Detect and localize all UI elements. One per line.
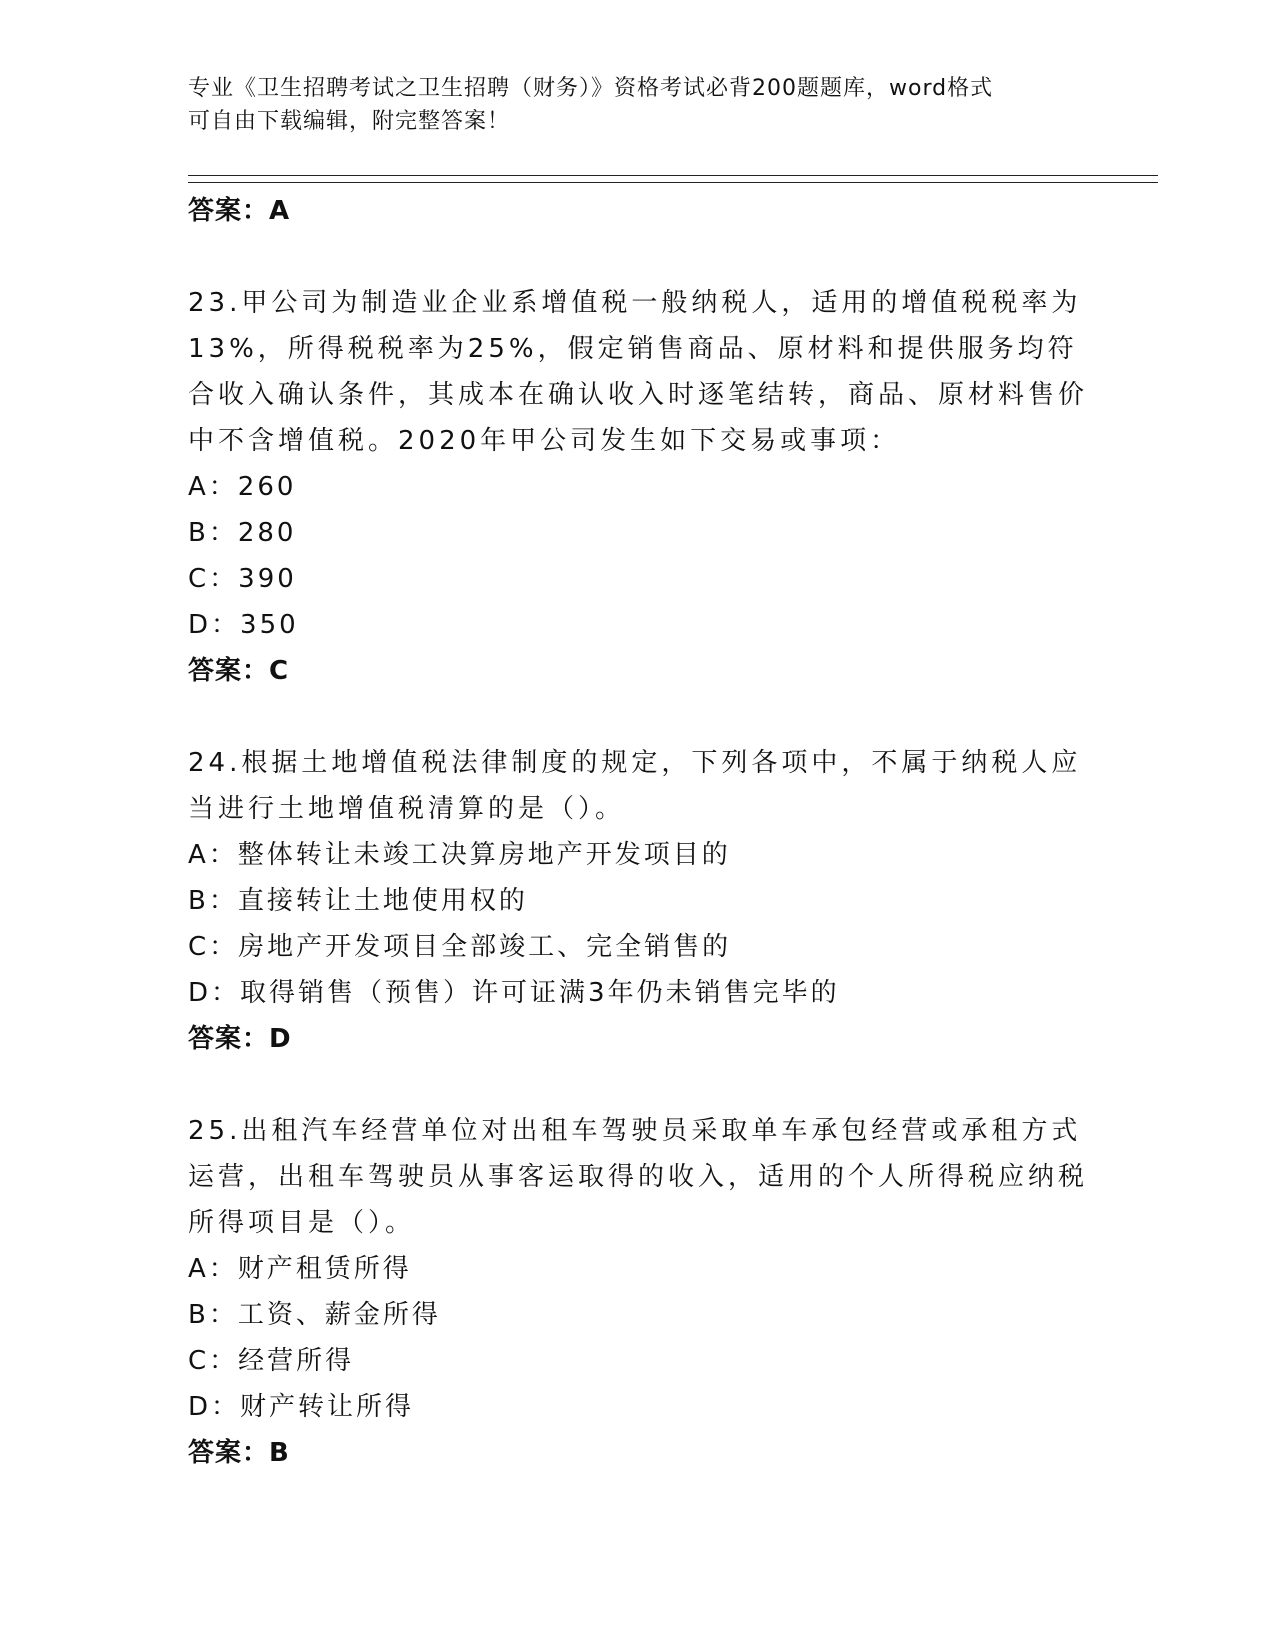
option-c: C：经营所得 (188, 1346, 355, 1376)
document-header: 专业《卫生招聘考试之卫生招聘（财务）》资格考试必背200题题库，word格式 可自由下载编辑，附完整答案！ (188, 76, 994, 134)
question-list (188, 188, 1088, 1476)
question-block (188, 740, 1088, 1062)
answer-line: 答案：C (188, 656, 290, 686)
spacer (188, 1062, 1088, 1108)
option-d: D：取得销售（预售）许可证满3年仍未销售完毕的 (188, 978, 840, 1008)
question-block (188, 1108, 1088, 1476)
header-divider-top (188, 175, 1158, 176)
option-b: B：工资、薪金所得 (188, 1300, 441, 1330)
option-b: B：直接转让土地使用权的 (188, 886, 528, 916)
spacer (188, 694, 1088, 740)
option-a: A：260 (188, 472, 297, 502)
option-b: B：280 (188, 518, 297, 548)
option-a: A：财产租赁所得 (188, 1254, 412, 1284)
option-d: D：财产转让所得 (188, 1392, 415, 1422)
question-stem: 23.甲公司为制造业企业系增值税一般纳税人，适用的增值税税率为13%，所得税税率为25%，假定销售商品、原材料和提供服务均符合收入确认条件，其成本在确认收入时逐笔结转，商品、原材料售价中不含增值税。2020年甲公司发生如下交易或事项： (188, 288, 1089, 456)
header-divider-bottom (188, 182, 1158, 183)
question-block (188, 280, 1088, 694)
option-c: C：房地产开发项目全部竣工、完全销售的 (188, 932, 732, 962)
question-stem: 24.根据土地增值税法律制度的规定，下列各项中，不属于纳税人应当进行土地增值税清算的是（）。 (188, 748, 1082, 824)
question-stem: 25.出租汽车经营单位对出租车驾驶员采取单车承包经营或承租方式运营，出租车驾驶员从事客运取得的收入，适用的个人所得税应纳税所得项目是（）。 (188, 1116, 1089, 1238)
spacer (188, 234, 1088, 280)
option-c: C：390 (188, 564, 297, 594)
answer-line: 答案：D (188, 1024, 292, 1054)
option-a: A：整体转让未竣工决算房地产开发项目的 (188, 840, 731, 870)
answer-line: 答案：B (188, 1438, 290, 1468)
answer-line: 答案：A (188, 196, 291, 226)
option-d: D：350 (188, 610, 299, 640)
